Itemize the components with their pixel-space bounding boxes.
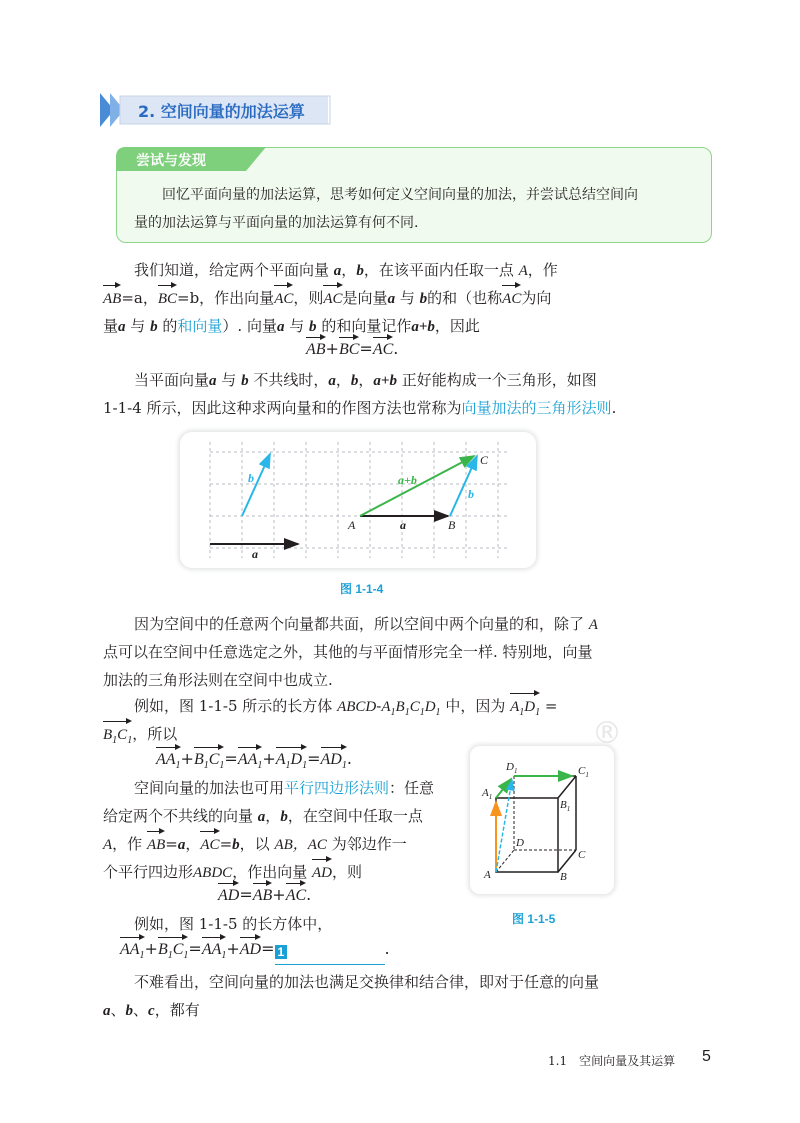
para1-line1: 我们知道，给定两个平面向量 a，b，在该平面内任取一点 A，作 bbox=[134, 261, 558, 279]
term-parallelogram-rule: 平行四边形法则 bbox=[284, 779, 390, 797]
formula-triangle: AB+BC=AC. bbox=[306, 336, 398, 363]
page-number: 5 bbox=[702, 1048, 711, 1065]
fig115-label-A: A bbox=[484, 869, 491, 881]
term-triangle-rule: 向量加法的三角形法则 bbox=[461, 399, 612, 417]
fig115-label-A1: $A_1$ bbox=[482, 787, 493, 801]
fig114-label-B: B bbox=[448, 518, 456, 532]
explore-line-1: 回忆平面向量的加法运算，思考如何定义空间向量的加法，并尝试总结空间向 bbox=[162, 187, 638, 203]
para3-line3: 加法的三角形法则在空间中也成立. bbox=[103, 671, 333, 689]
fig115-label-D: D bbox=[516, 837, 524, 849]
fig114-label-a1: a bbox=[252, 547, 258, 561]
answer-blank[interactable] bbox=[275, 938, 385, 965]
fig114-drawing bbox=[180, 432, 536, 568]
fig115-cuboid bbox=[496, 776, 576, 872]
para3-line2: 点可以在空间中任意选定之外，其他的与平面情形完全一样. 特别地，向量 bbox=[103, 643, 593, 661]
formula-parallelogram: AD=AB+AC. bbox=[218, 882, 311, 909]
fig115-caption: 图 1-1-5 bbox=[512, 912, 556, 926]
fig114-label-b1: b bbox=[248, 471, 254, 485]
fig114-vector-BC bbox=[450, 456, 477, 516]
para6-line1: 例如，图 1-1-5 的长方体中， bbox=[134, 915, 333, 933]
fig114-vector-b-free bbox=[242, 454, 270, 516]
para5-line4: 个平行四边形ABDC，作出向量 AD，则 bbox=[103, 858, 362, 887]
term-sum-vector: 和向量 bbox=[177, 317, 223, 335]
para1-line2: AB=a，BC=b，作出向量AC，则AC是向量a 与 b的和（也称AC为向 bbox=[103, 284, 551, 313]
section-title-ribbon bbox=[100, 93, 332, 127]
fig115-label-D1: $D_1$ bbox=[506, 761, 518, 775]
para5-line1: 空间向量的加法也可用平行四边形法则：任意 bbox=[134, 779, 435, 797]
fig115-label-B: B bbox=[560, 871, 567, 883]
para4-line1: 例如，图 1-1-5 所示的长方体 ABCD-$A_1B_1C_1D_1$ 中，因为 $A_1D_1$ = bbox=[134, 692, 557, 727]
formula-cuboid-1: $AA_1+B_1C_1=AA_1+A_1D_1=AD_1$. bbox=[156, 746, 352, 779]
fig114-label-C: C bbox=[480, 453, 489, 467]
para5-line3: A，作 AB=a，AC=b，以 AB，AC 为邻边作一 bbox=[103, 830, 407, 859]
fig115-label-C: C bbox=[578, 849, 586, 861]
fig115-label-B1: $B_1$ bbox=[560, 799, 571, 813]
explore-tab-label: 尝试与发现 bbox=[136, 153, 206, 169]
fig114-label-ab: a+b bbox=[398, 473, 417, 487]
fig114-label-A: A bbox=[348, 518, 356, 532]
watermark-registered-icon: ® bbox=[592, 716, 622, 751]
para3-line1: 因为空间中的任意两个向量都共面，所以空间中两个向量的和，除了 A bbox=[134, 615, 598, 633]
figure-1-1-4 bbox=[180, 432, 536, 568]
footer-section: 1.1 空间向量及其运算 bbox=[548, 1054, 676, 1068]
para7-line1: 不难看出，空间向量的加法也满足交换律和结合律，即对于任意的向量 bbox=[134, 973, 600, 991]
fig114-vector-AC bbox=[360, 456, 474, 516]
section-title: 2. 空间向量的加法运算 bbox=[138, 102, 305, 121]
figure-1-1-5 bbox=[470, 746, 614, 894]
blank-number-badge: 1 bbox=[275, 945, 288, 959]
fig114-label-b2: b bbox=[468, 487, 474, 501]
para7-line2: a、b、c，都有 bbox=[103, 1001, 200, 1019]
explore-line-2: 量的加法运算与平面向量的加法运算有何不同. bbox=[134, 215, 419, 231]
fig114-grid bbox=[210, 442, 510, 558]
para5-line2: 给定两个不共线的向量 a，b，在空间中任取一点 bbox=[103, 807, 423, 825]
para4-line2: $B_1C_1$，所以 bbox=[103, 720, 177, 755]
fig115-vector-A1D1 bbox=[496, 779, 511, 798]
para2-line1: 当平面向量a 与 b 不共线时，a，b，a+b 正好能构成一个三角形，如图 bbox=[134, 371, 597, 389]
para1-line3: 量a 与 b 的和向量）. 向量a 与 b 的和向量记作a+b，因此 bbox=[103, 317, 480, 335]
fig114-label-a2: a bbox=[400, 518, 406, 532]
formula-cuboid-2: $AA_1+B_1C_1=AA_1+AD= 1$ . bbox=[120, 936, 390, 969]
fig114-caption: 图 1-1-4 bbox=[340, 582, 384, 596]
fig115-drawing bbox=[470, 746, 614, 894]
explore-tab bbox=[116, 147, 266, 171]
fig115-label-C1: $C_1$ bbox=[578, 765, 589, 779]
para2-line2: 1-1-4 所示，因此这种求两向量和的作图方法也常称为向量加法的三角形法则. bbox=[103, 399, 617, 417]
